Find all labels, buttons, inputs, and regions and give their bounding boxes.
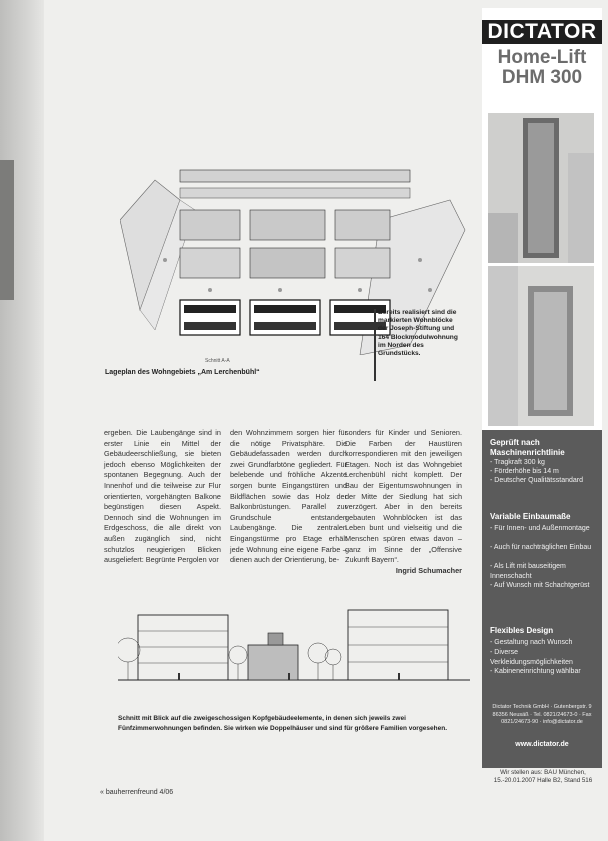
plan-note: Bereits realisiert sind die markierten Wohnblöcke der Joseph-Stiftung und 164 Blockmodulwohnung im Norden des Grundstücks. [378,309,458,358]
column-1-text: ergeben. Die Laubengänge sind in erster Linie ein Mittel der Gebäudeerschließung, sie bieten jedoch ebenso Möglichkeiten der spontanen Begegnung. Auch der Innenhof und die teilweise zur Flur orientierten, vorgehängten Balkone begünstigen diesen Aspekt. Dennoch sind die Wohnungen im Erdgeschoss, die alle direkt von außen zugänglich sind, nicht schutzlos neugierigen Blicken ausgeliefert: Begrünte Pergolen vor [104,428,221,565]
plan-scale-label: Schnitt A-A [205,358,230,364]
plan-caption: Lageplan des Wohngebiets „Am Lerchenbühl“ [105,369,260,376]
article-column-3 [345,428,462,576]
ad-contact: Dictator Technik GmbH · Gutenbergstr. 9 86356 Neusäß · Tel. 0821/24673-0 · Fax 0821/24673-90 · info@dictator.de [492,704,592,725]
feature-2-2: - Auch für nachträglichen Einbau [490,544,592,551]
section-caption: Schnitt mit Blick auf die zweigeschossigen Kopfgebäudeelemente, in denen sich jeweils zwei Fünfzimmerwohnungen befinden. Sie wirken wie Doppelhäuser und sind für größere Familien vorgesehen. [118,715,448,732]
feature-2-1: - Für Innen- und Außenmontage [490,525,590,532]
feature-2-4: - Auf Wunsch mit Schachtgerüst [490,582,590,589]
feature-3-3: - Kabineneinrichtung wählbar [490,668,581,675]
feature-1-2: - Förderhöhe bis 14 m [490,468,559,475]
page-footer: « bauherrenfreund 4/06 [100,789,174,796]
lift-tower-illustration [488,113,594,263]
feature-heading-1: Geprüft nach Maschinenrichtlinie [490,438,565,457]
article-column-1 [104,428,221,566]
feature-1-1: - Tragkraft 300 kg [490,459,545,466]
advertisement [482,8,602,768]
feature-3-2: - Diverse Verkleidungsmöglichkeiten [490,649,573,666]
ad-title: Home-Lift DHM 300 [497,47,587,88]
lift-photo-interior [488,266,594,426]
feature-heading-3: Flexibles Design [490,626,554,635]
exhibition-note: Wir stellen aus: BAU München, 15.-20.01.2007 Halle B2, Stand 516 [493,769,593,785]
author: Ingrid Schumacher [395,565,462,575]
brand-logo: DICTATOR [482,20,602,44]
feature-1-3: - Deutscher Qualitätsstandard [490,477,583,484]
lift-photo-exterior [488,113,594,263]
ad-website[interactable]: www.dictator.de [515,741,569,748]
prev-page-photo-strip [0,160,14,300]
lift-cabin-illustration [488,266,594,426]
ad-feature-panel [482,430,602,768]
feature-3-1: - Gestaltung nach Wunsch [490,639,573,646]
feature-heading-2: Variable Einbaumaße [490,512,571,521]
note-divider [374,309,376,381]
section-drawing [118,595,470,693]
feature-2-3: - Als Lift mit bauseitigem Innenschacht [490,563,566,580]
article-column-2 [230,428,347,566]
column-3-text: sonders für Kinder und Senioren. Die Farben der Haustüren korrespondieren mit den jeweiligen Etagen. Noch ist das Wohngebiet Lerchenbühl nicht komplett. Der Bau der Eigentumswohnungen in der Mitte der Siedlung hat sich verzögert. Aber in den bereits gebauten Wohnblöcken ist das Leben bunt und vielseitig und die Menschen spüren etwas davon – ganz im Sinne der „Offensive Zukunft Bayern“. [345,428,462,565]
page-gutter [0,0,44,841]
column-2-text: den Wohnzimmern sorgen hier für die nötige Privatsphäre. Die Gebäudefassaden werden durch zwei Grundfarbtöne gegliedert. Für belebende und fröhliche Akzente sorgen bunte Eingangstüren und Bildflächen sowie das Holz der Balkonbrüstungen. Parallel zur Grundschule entstanden Laubengänge. Die zentralen Eingangstürme pro Etage erhält jede Wohnung eine eigene Farbe – dienen auch der Orientierung, be- [230,428,347,565]
